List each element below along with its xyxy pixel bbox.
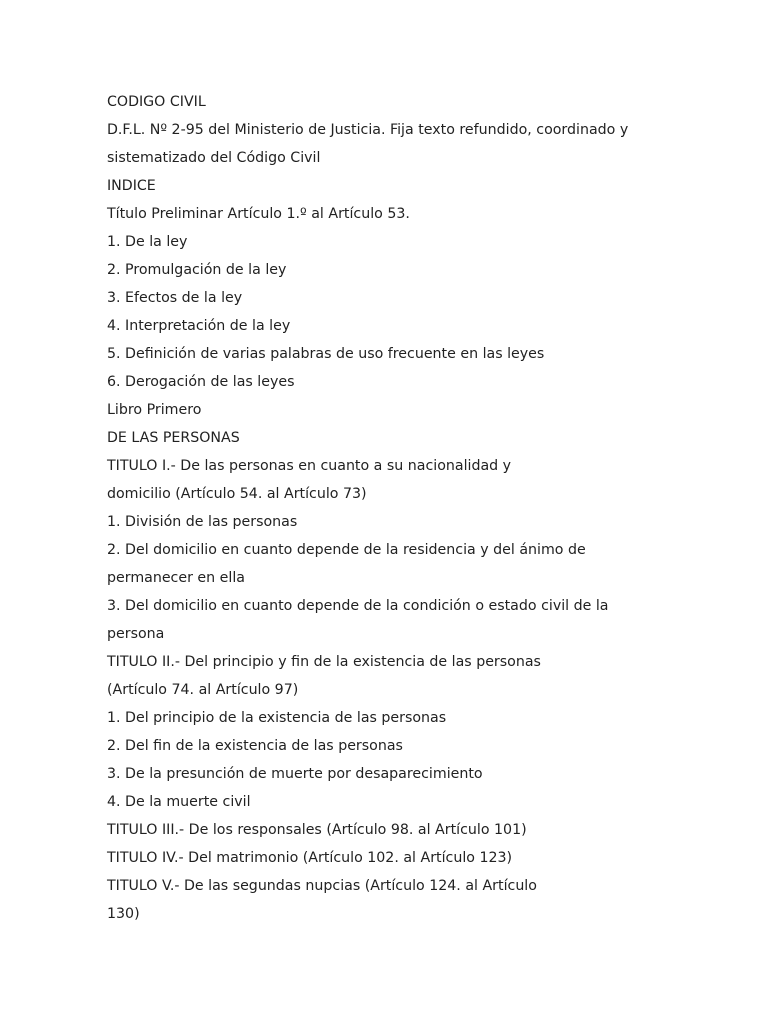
preliminary-title: Título Preliminar Artículo 1.º al Artículo 53. <box>107 206 410 222</box>
title-heading: TITULO IV.- Del matrimonio (Artículo 102. al Artículo 123) <box>107 850 513 866</box>
title-heading: TITULO III.- De los responsales (Artículo 98. al Artículo 101) <box>107 822 527 838</box>
index-entry: 6. Derogación de las leyes <box>107 374 295 390</box>
title-heading-cont: domicilio (Artículo 54. al Artículo 73) <box>107 486 367 502</box>
index-entry: 3. Del domicilio en cuanto depende de la condición o estado civil de la <box>107 598 609 614</box>
index-entry: 4. De la muerte civil <box>107 794 251 810</box>
book-heading: Libro Primero <box>107 402 202 418</box>
decree-line-1: D.F.L. Nº 2-95 del Ministerio de Justicia. Fija texto refundido, coordinado y <box>107 122 629 138</box>
document-body <box>107 88 727 928</box>
index-entry: 3. Efectos de la ley <box>107 290 243 306</box>
index-entry: 1. De la ley <box>107 234 188 250</box>
title-heading: TITULO V.- De las segundas nupcias (Artículo 124. al Artículo <box>107 878 537 894</box>
index-entry: 1. División de las personas <box>107 514 298 530</box>
index-entry: 1. Del principio de la existencia de las personas <box>107 710 447 726</box>
book-subheading: DE LAS PERSONAS <box>107 430 240 446</box>
index-entry: 2. Del domicilio en cuanto depende de la residencia y del ánimo de <box>107 542 586 558</box>
index-entry: 5. Definición de varias palabras de uso frecuente en las leyes <box>107 346 545 362</box>
decree-line-2: sistematizado del Código Civil <box>107 150 321 166</box>
title-heading-cont: (Artículo 74. al Artículo 97) <box>107 682 299 698</box>
index-entry-cont: persona <box>107 626 165 642</box>
index-entry: 2. Promulgación de la ley <box>107 262 287 278</box>
document-title: CODIGO CIVIL <box>107 94 206 110</box>
title-heading: TITULO I.- De las personas en cuanto a su nacionalidad y <box>107 458 512 474</box>
title-heading-cont: 130) <box>107 906 140 922</box>
index-entry: 4. Interpretación de la ley <box>107 318 291 334</box>
index-entry-cont: permanecer en ella <box>107 570 245 586</box>
title-heading: TITULO II.- Del principio y fin de la existencia de las personas <box>107 654 541 670</box>
index-heading: INDICE <box>107 178 156 194</box>
index-entry: 2. Del fin de la existencia de las personas <box>107 738 403 754</box>
index-entry: 3. De la presunción de muerte por desaparecimiento <box>107 766 483 782</box>
